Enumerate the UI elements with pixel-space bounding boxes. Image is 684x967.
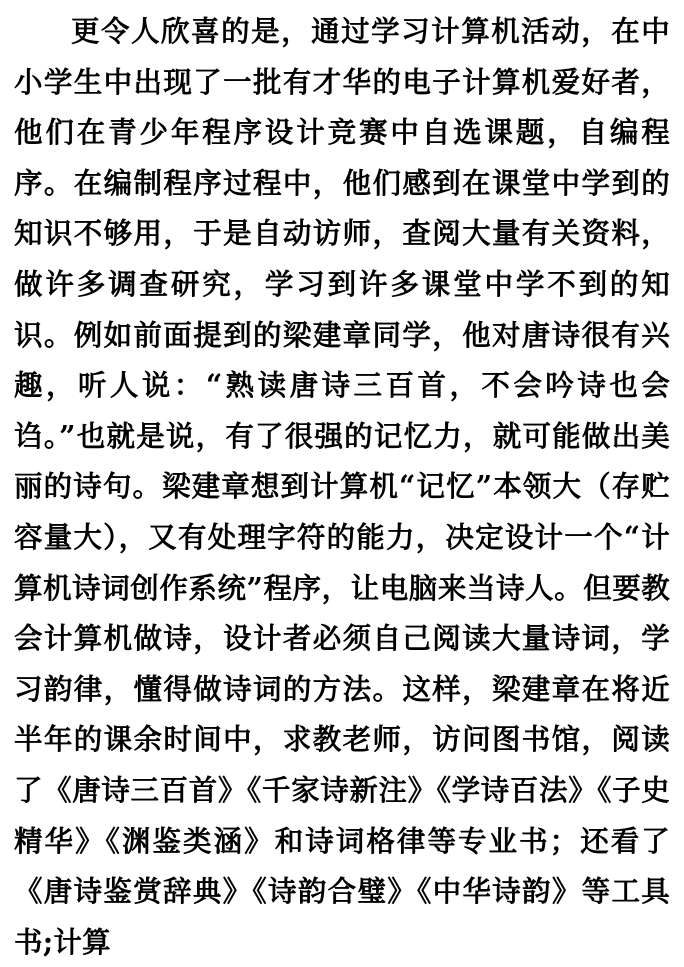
body-paragraph: 更令人欣喜的是，通过学习计算机活动，在中小学生中出现了一批有才华的电子计算机爱好者，他们在青少年程序设计竞赛中自选课题，自编程序。在编制程序过程中，他们感到在课堂中学到的知识不够用，于是自动访师，查阅大量有关资料，做许多调查研究，学习到许多课堂中学不到的知识。例如前面提到的梁建章同学，他对唐诗很有兴趣，听人说：“熟读唐诗三百首，不会吟诗也会诌。”也就是说，有了很强的记忆力，就可能做出美丽的诗句。梁建章想到计算机“记忆”本领大（存贮容量大），又有处理字符的能力，决定设计一个“计算机诗词创作系统”程序，让电脑来当诗人。但要教会计算机做诗，设计者必须自己阅读大量诗词，学习韵律，懂得做诗词的方法。这样，梁建章在将近半年的课余时间中，求教老师，访问图书馆，阅读了《唐诗三百首》《千家诗新注》《学诗百法》《子史精华》《渊鉴类涵》和诗词格律等专业书；还看了《唐诗鉴赏辞典》《诗韵合璧》《中华诗韵》等工具书;计算: [14, 14, 670, 959]
